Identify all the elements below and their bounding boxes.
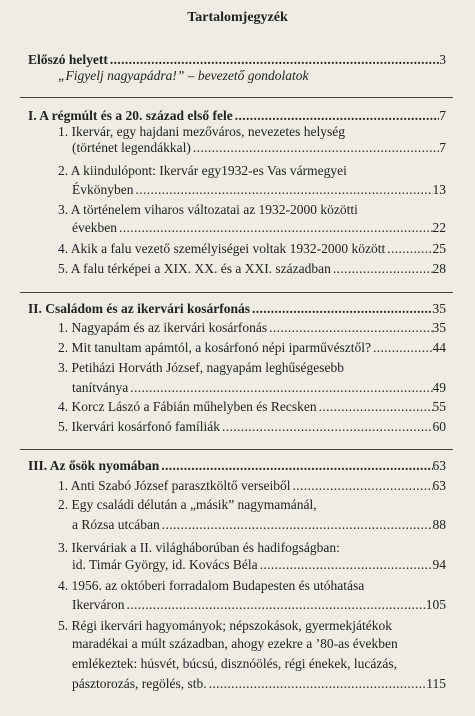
toc-item-page: 55 xyxy=(432,399,446,414)
leader-dots xyxy=(159,458,432,474)
section-label: III. Az ősök nyomában xyxy=(28,458,160,473)
toc-item-text: 4. Korcz Lászó a Fábián műhelyben és Recsken xyxy=(58,399,317,414)
toc-item-line[interactable] xyxy=(58,261,446,277)
section-page: 63 xyxy=(432,458,446,473)
toc-item-text: 4. Akik a falu vezető személyiségei voltak 1932-2000 között xyxy=(58,241,386,256)
toc-item-page: 22 xyxy=(432,220,446,235)
toc-item-text: (történet legendákkal) xyxy=(72,140,191,155)
toc-item-text: id. Timár György, id. Kovács Béla xyxy=(72,557,258,572)
toc-item-page: 25 xyxy=(432,241,446,256)
leader-dots xyxy=(220,419,433,435)
toc-item-text: Évkönyben xyxy=(72,182,134,197)
toc-item-page: 88 xyxy=(432,517,446,532)
leader-dots xyxy=(317,399,433,415)
toc-item-line[interactable] xyxy=(72,676,446,692)
section-label: II. Családom és az ikervári kosárfonás xyxy=(28,301,250,316)
leader-dots xyxy=(290,478,432,494)
leader-dots xyxy=(108,52,439,68)
toc-item-line[interactable] xyxy=(72,380,446,396)
leader-dots xyxy=(117,220,433,236)
toc-item-line[interactable]: 4. 1956. az októberi forradalom Budapesten és utóhatása xyxy=(58,578,365,593)
foreword-subtitle: „Figyelj nagyapádra!” – bevezető gondolatok xyxy=(58,68,309,83)
toc-item-line[interactable] xyxy=(72,597,446,613)
leader-dots xyxy=(267,320,432,336)
toc-item-line[interactable] xyxy=(58,340,446,356)
toc-item-page: 49 xyxy=(432,380,446,395)
toc-item-page: 35 xyxy=(432,320,446,335)
toc-item-text: években xyxy=(72,220,117,235)
section-iii-heading[interactable] xyxy=(28,458,446,474)
leader-dots xyxy=(124,597,425,613)
toc-item-line[interactable] xyxy=(58,320,446,336)
leader-dots xyxy=(233,108,440,124)
toc-item-line[interactable]: 3. Ikerváriak a II. világháborúban és hadifogságban: xyxy=(58,540,340,555)
section-i-heading[interactable] xyxy=(28,108,446,124)
leader-dots xyxy=(371,340,432,356)
toc-item-page: 63 xyxy=(432,478,446,493)
toc-item-line[interactable]: 2. Egy családi délután a „másik” nagymamánál, xyxy=(58,497,317,512)
toc-item-line[interactable]: 1. Ikervár, egy hajdani mezőváros, nevezetes helység xyxy=(58,124,345,139)
section-divider xyxy=(20,449,453,450)
section-page: 35 xyxy=(432,301,446,316)
toc-item-page: 28 xyxy=(432,261,446,276)
toc-item-line[interactable] xyxy=(72,220,446,236)
section-label: I. A régmúlt és a 20. század első fele xyxy=(28,108,233,123)
leader-dots xyxy=(160,517,433,533)
toc-item-line[interactable]: 3. Petiházi Horváth József, nagyapám leghűségesebb xyxy=(58,360,345,375)
toc-item-line[interactable] xyxy=(72,517,446,533)
leader-dots xyxy=(331,261,433,277)
toc-item-text: tanítványa xyxy=(72,380,129,395)
section-ii-heading[interactable] xyxy=(28,301,446,317)
toc-item-text: 1. Nagyapám és az ikervári kosárfonás xyxy=(58,320,268,335)
foreword-entry[interactable] xyxy=(28,52,446,68)
leader-dots xyxy=(258,557,433,573)
toc-item-line[interactable] xyxy=(72,140,446,156)
toc-item-line[interactable] xyxy=(58,478,446,494)
toc-item-line[interactable] xyxy=(72,182,446,198)
toc-item-line[interactable]: 5. Régi ikervári hagyományok; népszokások, gyermekjátékok xyxy=(58,618,393,633)
leader-dots xyxy=(207,676,427,692)
toc-item-page: 7 xyxy=(439,140,446,155)
leader-dots xyxy=(250,301,433,317)
section-divider xyxy=(20,292,453,293)
section-page: 7 xyxy=(439,108,446,123)
toc-item-line[interactable]: 3. A történelem viharos változatai az 1932-2000 közötti xyxy=(58,202,358,217)
toc-item-page: 13 xyxy=(432,182,446,197)
toc-item-text: 5. A falu térképei a XIX. XX. és a XXI. században xyxy=(58,261,331,276)
toc-item-line[interactable] xyxy=(58,419,446,435)
section-divider xyxy=(20,97,453,98)
page-title: Tartalomjegyzék xyxy=(187,10,288,25)
toc-item-line[interactable] xyxy=(58,399,446,415)
leader-dots xyxy=(134,182,433,198)
toc-item-line[interactable]: 2. A kiindulópont: Ikervár egy1932-es Vas vármegyei xyxy=(58,163,347,178)
foreword-page: 3 xyxy=(439,52,446,67)
toc-item-page: 105 xyxy=(425,597,446,612)
toc-item-text: 5. Ikervári kosárfonó famíliák xyxy=(58,419,220,434)
toc-item-page: 44 xyxy=(432,340,446,355)
toc-item-text: 1. Anti Szabó József parasztköltő verseiből xyxy=(58,478,291,493)
toc-item-page: 115 xyxy=(426,676,446,691)
leader-dots xyxy=(385,241,432,257)
toc-item-line[interactable]: emlékeztek: húsvét, búcsú, disznóölés, régi énekek, lucázás, xyxy=(72,656,398,671)
toc-item-text: a Rózsa utcában xyxy=(72,517,160,532)
leader-dots xyxy=(191,140,439,156)
toc-item-line[interactable]: maradékai a múlt században, ahogy ezekre a ’80-as években xyxy=(72,636,398,651)
toc-item-line[interactable] xyxy=(58,241,446,257)
toc-item-page: 94 xyxy=(432,557,446,572)
toc-item-text: pásztorozás, regölés, stb. xyxy=(72,676,207,691)
toc-item-text: Ikerváron xyxy=(72,597,125,612)
foreword-label: Előszó helyett xyxy=(28,52,108,67)
toc-item-page: 60 xyxy=(432,419,446,434)
toc-item-text: 2. Mit tanultam apámtól, a kosárfonó népi iparművésztől? xyxy=(58,340,372,355)
leader-dots xyxy=(128,380,432,396)
toc-item-line[interactable] xyxy=(72,557,446,573)
